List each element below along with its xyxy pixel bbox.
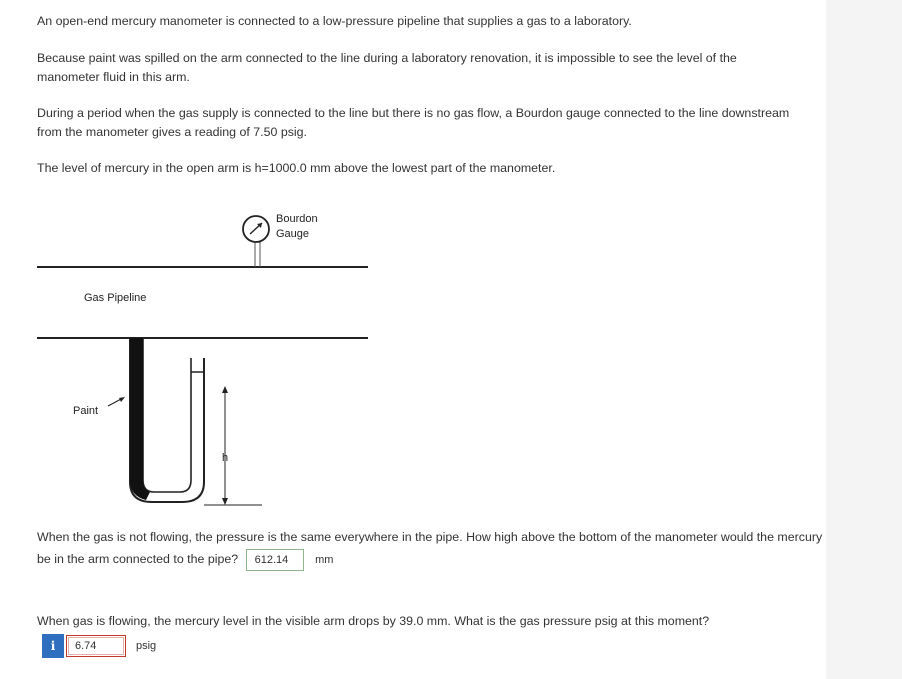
question-1: [37, 526, 827, 571]
question-2-text: When gas is flowing, the mercury level in the visible arm drops by 39.0 mm. What is the gas pressure psig at this moment?: [37, 614, 710, 628]
paint-label: Paint: [73, 405, 99, 417]
question-1-text: When the gas is not flowing, the pressure is the same everywhere in the pipe. How high above the bottom of the manometer would the mercury be in the arm connected to the pipe?: [37, 530, 823, 566]
question-2-answer-row: [42, 634, 156, 658]
question-1-unit: mm: [315, 553, 334, 566]
question-1-answer-input[interactable]: 612.14: [246, 549, 304, 571]
problem-paragraph-1: An open-end mercury manometer is connected to a low-pressure pipeline that supplies a gas to a laboratory.: [37, 14, 632, 28]
problem-paragraph-2: Because paint was spilled on the arm connected to the line during a laboratory renovation, it is impossible to see the level of the manometer fluid in this arm.: [37, 51, 737, 84]
paint-arrow-icon: [108, 397, 125, 406]
h-label: h: [222, 452, 229, 464]
problem-paragraph-4: The level of mercury in the open arm is h=1000.0 mm above the lowest part of the manometer.: [37, 161, 556, 175]
info-icon[interactable]: i: [42, 634, 64, 658]
manometer-diagram: [30, 200, 390, 520]
h-dimension-arrow: [222, 386, 228, 505]
pipeline-label: Gas Pipeline: [84, 292, 147, 304]
gauge-label-line2: Gauge: [276, 228, 310, 240]
problem-paragraph-3: During a period when the gas supply is connected to the line but there is no gas flow, a Bourdon gauge connected to the line downstream from the manometer gives a reading of 7.50 psig.: [37, 106, 790, 139]
u-tube-manometer: [130, 338, 262, 505]
bourdon-gauge-icon: [243, 216, 269, 242]
question-2-answer-input[interactable]: 6.74: [66, 635, 126, 657]
question-2-unit: psig: [136, 640, 157, 652]
paint-smudge: [130, 338, 150, 500]
gauge-label-line1: Bourdon: [276, 213, 318, 225]
